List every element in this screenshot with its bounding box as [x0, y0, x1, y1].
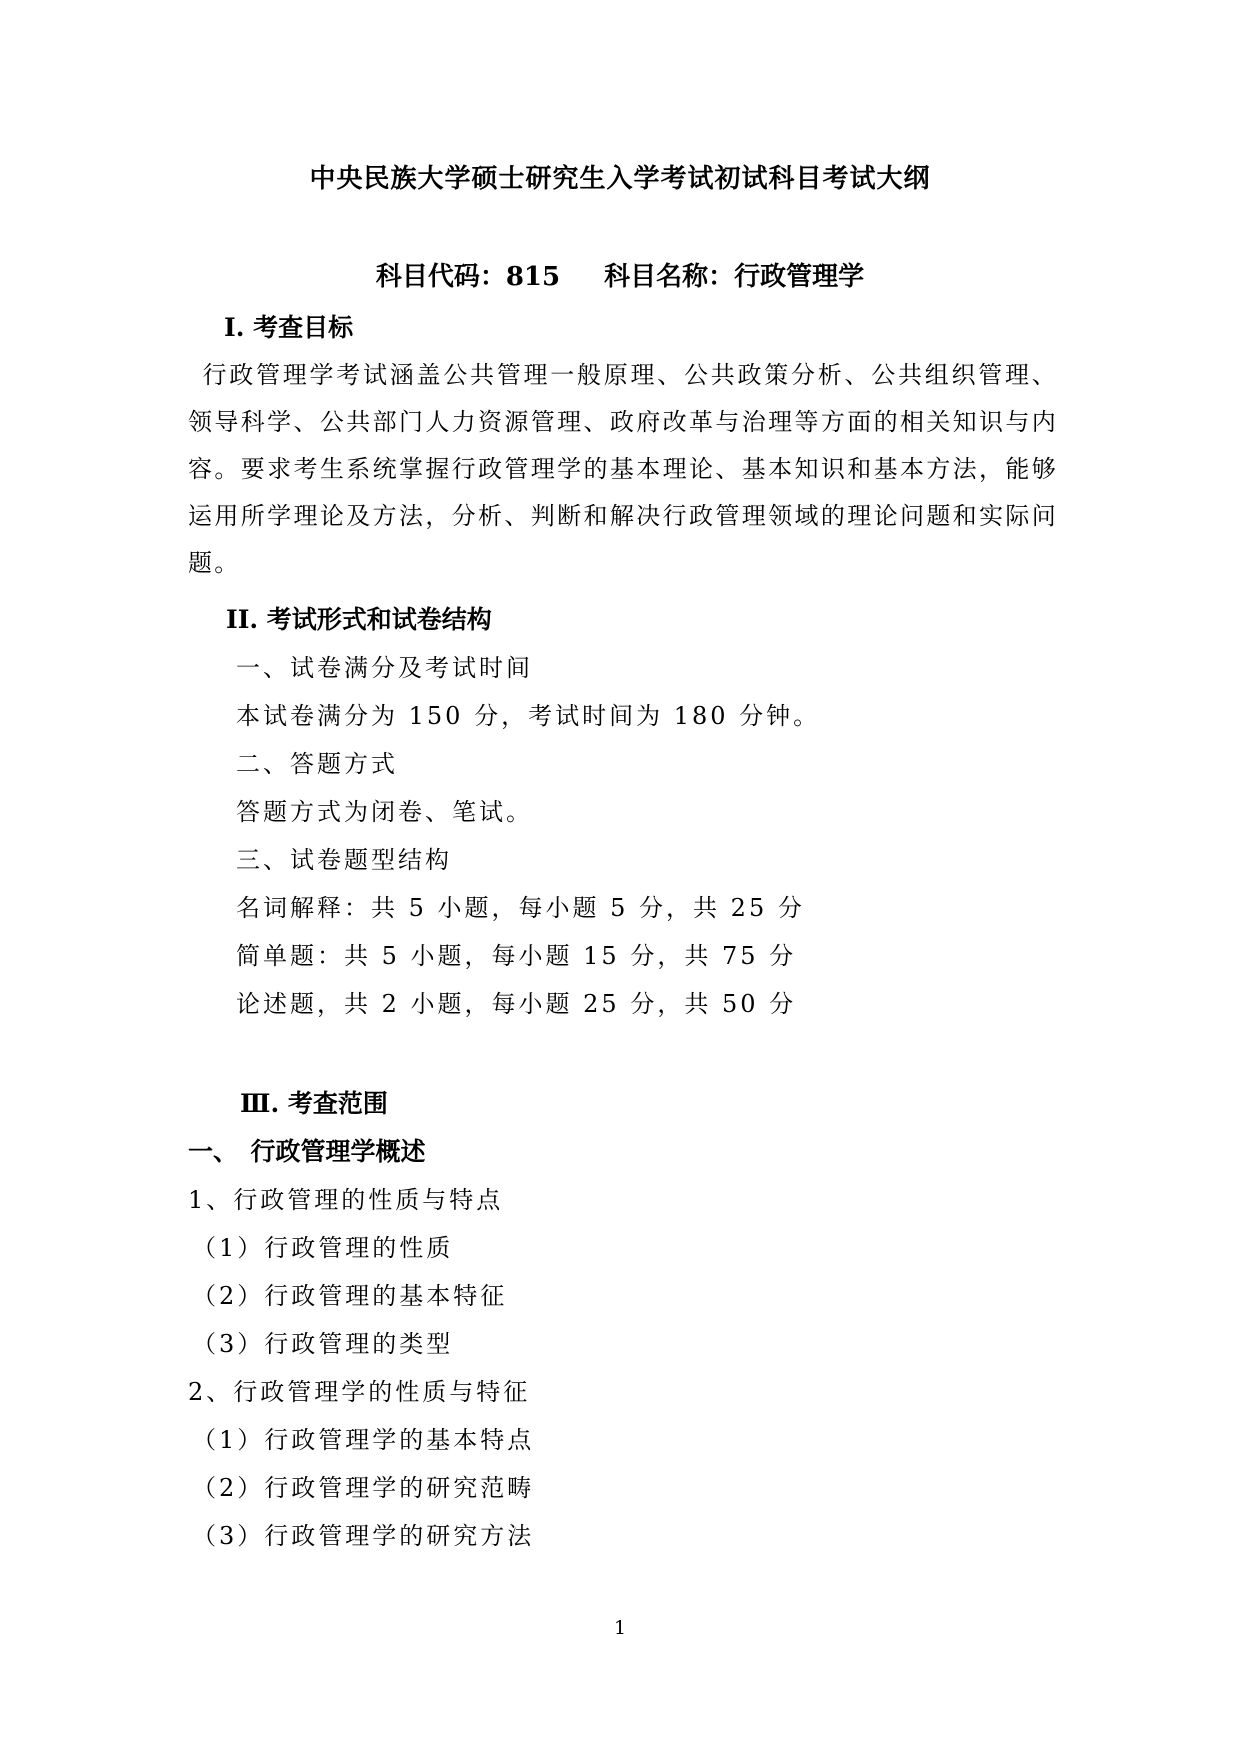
section3-item: （2）行政管理学的研究范畴 [192, 1474, 535, 1502]
section1-heading: I. 考查目标 [224, 313, 354, 342]
section2-item: 三、试卷题型结构 [236, 846, 452, 874]
section3-item: （1）行政管理的性质 [192, 1234, 454, 1262]
section2-item: 论述题，共 2 小题，每小题 25 分，共 50 分 [236, 990, 797, 1018]
section1-paragraph [188, 352, 1058, 587]
section2-item: 一、试卷满分及考试时间 [236, 654, 533, 682]
section2-heading: II. 考试形式和试卷结构 [226, 605, 492, 634]
section2-item: 名词解释：共 5 小题，每小题 5 分，共 25 分 [236, 894, 805, 922]
section3-item: （3）行政管理学的研究方法 [192, 1522, 535, 1550]
section2-item: 简单题：共 5 小题，每小题 15 分，共 75 分 [236, 942, 797, 970]
section1-paragraph-text: 行政管理学考试涵盖公共管理一般原理、公共政策分析、公共组织管理、领导科学、公共部门人力资源管理、政府改革与治理等方面的相关知识与内容。要求考生系统掌握行政管理学的基本理论、基本知识和基本方法，能够运用所学理论及方法，分析、判断和解决行政管理领域的理论问题和实际问题。 [188, 361, 1058, 577]
section2-item: 本试卷满分为 150 分，考试时间为 180 分钟。 [236, 702, 821, 730]
section3-chapter: 一、 行政管理学概述 [188, 1137, 426, 1166]
section3-item: （3）行政管理的类型 [192, 1330, 454, 1358]
section3-heading: Ⅲ. 考查范围 [240, 1089, 388, 1118]
section3-item: 1、行政管理的性质与特点 [188, 1186, 504, 1214]
subject-line [0, 256, 1240, 293]
section2-item: 二、答题方式 [236, 750, 398, 778]
subject-code: 科目代码：815 [375, 262, 561, 292]
section3-item: （1）行政管理学的基本特点 [192, 1426, 535, 1454]
section2-item: 答题方式为闭卷、笔试。 [236, 798, 533, 826]
subject-name: 科目名称：行政管理学 [604, 262, 865, 292]
document-title: 中央民族大学硕士研究生入学考试初试科目考试大纲 [309, 164, 931, 194]
section3-item: （2）行政管理的基本特征 [192, 1282, 508, 1310]
page-number: 1 [613, 1617, 627, 1639]
section3-item: 2、行政管理学的性质与特征 [188, 1378, 531, 1406]
